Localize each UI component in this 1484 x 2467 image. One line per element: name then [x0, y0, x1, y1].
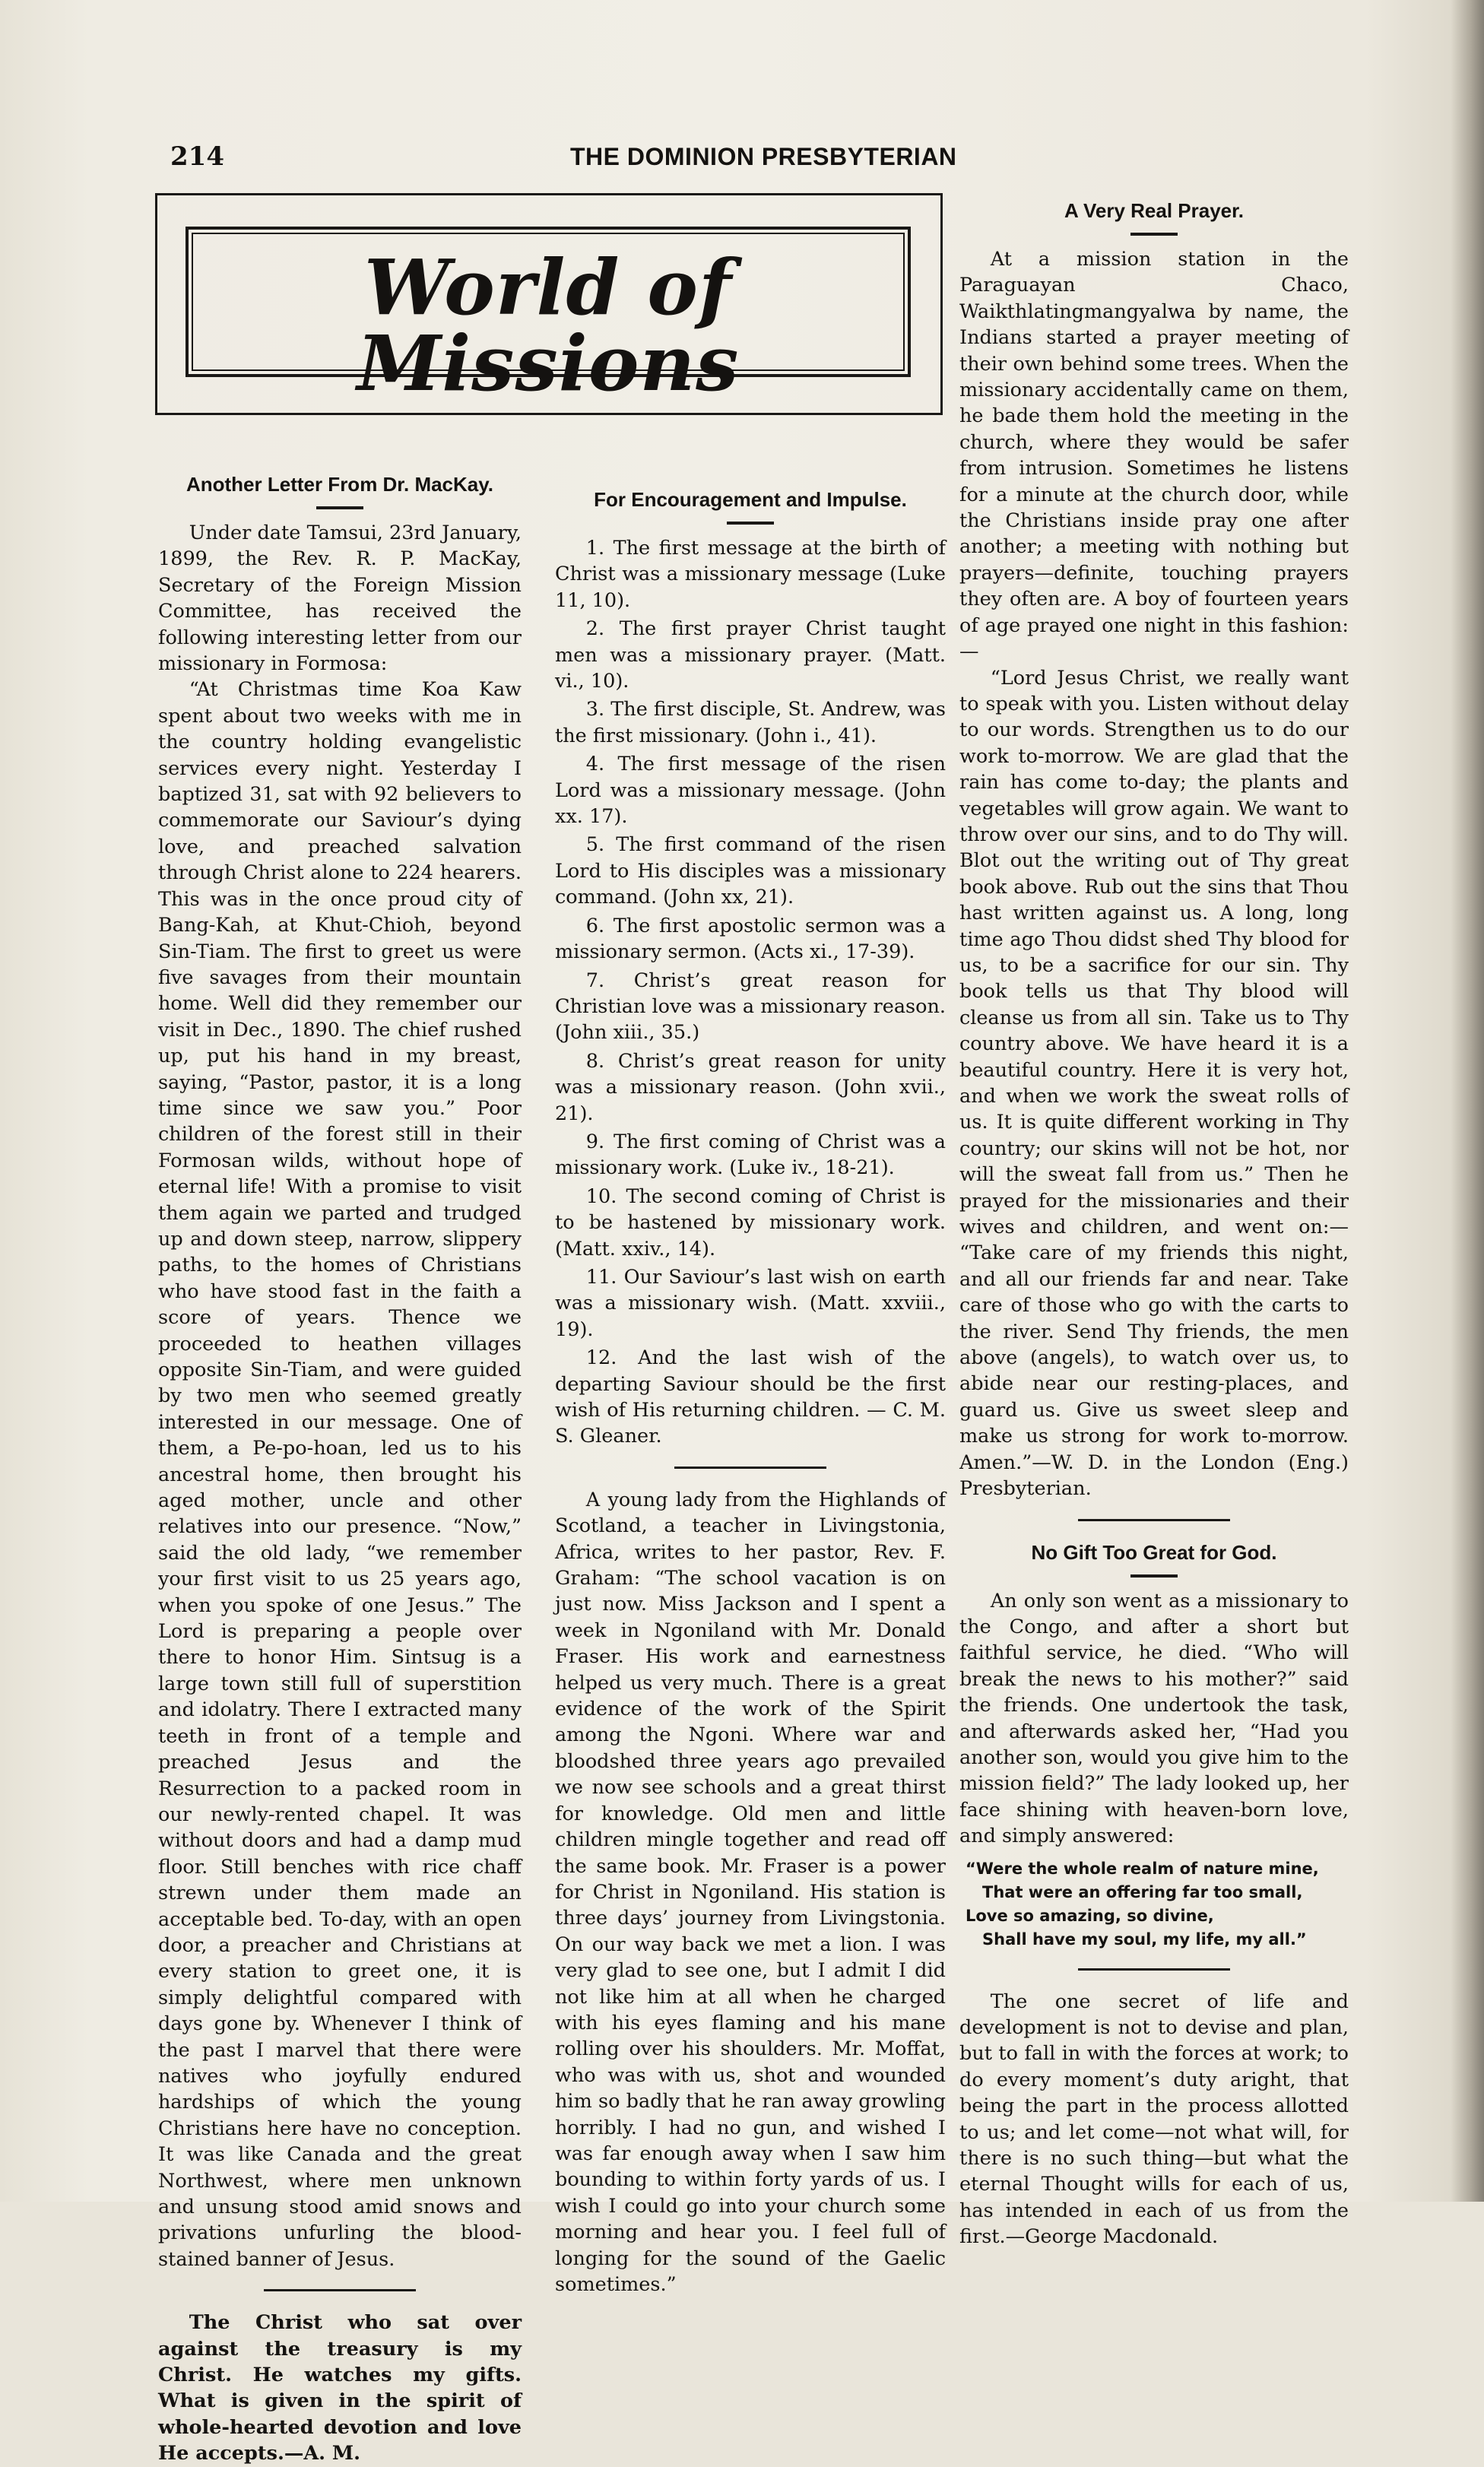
heading-rule: [316, 506, 363, 509]
column-1: [158, 471, 522, 2467]
verse-line: That were an offering far too small,: [982, 1882, 1303, 1901]
column-3: [959, 198, 1349, 2250]
verse-line: Love so amazing, so divine,: [966, 1906, 1214, 1925]
numbered-list: [555, 535, 946, 1450]
list-item: 8. Christ’s great reason for unity was a missionary reason. (John xvii., 21).: [555, 1049, 946, 1125]
heading-rule: [727, 522, 774, 525]
list-item: 1. The first message at the birth of Christ was a missionary message (Luke 11, 10).: [555, 537, 946, 612]
masthead-title: World of Missions: [357, 243, 740, 408]
paragraph-christ-treasury: The Christ who sat over against the treasury is my Christ. He watches my gifts. What is given in the spirit of whole-hearted devotion and love He accepts.—A. M.: [158, 2311, 522, 2465]
list-item: 3. The first disciple, St. Andrew, was the first missionary. (John i., 41).: [555, 698, 946, 747]
heading-mackay-letter: Another Letter From Dr. MacKay.: [186, 473, 494, 496]
section-divider: [674, 1467, 826, 1469]
section-divider: [1078, 1519, 1230, 1521]
publication-title: THE DOMINION PRESBYTERIAN: [570, 143, 957, 170]
section-divider: [264, 2289, 416, 2291]
list-item: 7. Christ’s great reason for Christian love was a missionary reason. (John xiii., 35.): [555, 969, 946, 1045]
hymn-verse: [959, 1857, 1349, 1952]
verse-line: “Were the whole realm of nature mine,: [966, 1859, 1319, 1878]
list-item: 6. The first apostolic sermon was a missionary sermon. (Acts xi., 17-39).: [555, 914, 946, 964]
section-divider: [1078, 1968, 1230, 1971]
paragraph: “Lord Jesus Christ, we really want to speak with you. Listen without delay to our words. Strengthen us to do our work to-morrow. We are glad that the rain has come to-day; the plants and vegetables will grow again. We want to throw over our sins, and to do Thy will. Blot out the writing out of Thy great book above. Rub out the sins that Thou hast written against us. A long, long time ago Thou didst shed Thy blood for us, to be a sacrifice for our sin. Thy book tells us that Thy blood will cleanse us from all sin. Take us to Thy country above. We have heard it is a beautiful country. Here it is very hot, and when we work the sweat rolls of us. It is quite different working in Thy country; our skins will not be hot, nor will the sweat fall from us.” Then he prayed for the missionaries and their wives and children, and went on:— “Take care of my friends this night, and all our friends far and near. Take care of those who go with the carts to the river. Send Thy friends, the men above (angels), to watch over us, to abide near our resting-places, and guard us. Give us sweet sleep and make us strong for work to-morrow. Amen.”—W. D. in the London (Eng.) Presbyterian.: [959, 666, 1349, 1501]
heading-encouragement: For Encouragement and Impulse.: [594, 488, 907, 511]
paragraph: “At Christmas time Koa Kaw spent about two weeks with me in the country holding evangelistic services every night. Yesterday I baptized 31, sat with 92 believers to commemorate our Saviour’s dying love, and preached salvation through Christ alone to 224 hearers. This was in the once proud city of Bang-Kah, at Khut-Chioh, beyond Sin-Tiam. The first to greet us were five savages from their mountain home. Well did they remember our visit in Dec., 1890. The chief rushed up, put his hand in my breast, saying, “Pastor, pastor, it is a long time since we saw you.” Poor children of the forest still in their Formosan wilds, without hope of eternal life! With a promise to visit them again we parted and trudged up and down steep, narrow, slippery paths, to the homes of Christians who have stood fast in the faith a score of years. Thence we proceeded to heathen villages opposite Sin-Tiam, and were guided by two men who seemed greatly interested in our message. One of them, a Pe-po-hoan, led us to his ancestral home, then brought his aged mother, uncle and other relatives into our presence. “Now,” said the old lady, “we remember your first visit to us 25 years ago, when you spoke of one Jesus.” The Lord is preparing a people over there to honor Him. Sintsug is a large town still full of superstition and idolatry. There I extracted many teeth in front of a temple and preached Jesus and the Resurrection to a packed room in our newly-rented chapel. It was without doors and had a damp mud floor. Still benches with rice chaff strewn under them made an acceptable bed. To-day, with an open door, a preacher and Christians at every station to greet one, it is simply delightful compared with days gone by. Whenever I think of the past I marvel that there were natives who joyfully endured hardships of which the young Christians here have no conception. It was like Canada and the great Northwest, where men unknown and unsung stood amid snows and privations unfurling the blood-stained banner of Jesus.: [158, 678, 522, 2271]
paragraph-macdonald: The one secret of life and development is not to devise and plan, but to fall in with the forces at work; to do every moment’s duty aright, that being the part in the process allotted to us; and let come—not what will, for there is no such thing—but what the eternal Thought wills for each of us, has intended in each of us from the first.—George Macdonald.: [959, 1990, 1349, 2249]
list-item: 10. The second coming of Christ is to be hastened by missionary work. (Matt. xxiv., 14).: [555, 1184, 946, 1260]
page-edge-shadow: [1451, 0, 1484, 2202]
list-item: 4. The first message of the risen Lord was a missionary message. (John xx. 17).: [555, 753, 946, 829]
list-item: 11. Our Saviour’s last wish on earth was a missionary wish. (Matt. xxviii., 19).: [555, 1265, 946, 1341]
list-item: 2. The first prayer Christ taught men was a missionary prayer. (Matt. vi., 10).: [555, 617, 946, 693]
verse-line: Shall have my soul, my life, my all.”: [982, 1930, 1307, 1949]
heading-real-prayer: A Very Real Prayer.: [1064, 199, 1245, 222]
page-number: 214: [170, 141, 224, 172]
list-item: 5. The first command of the risen Lord to His disciples was a missionary command. (John xx, 21).: [555, 833, 946, 909]
list-item: 9. The first coming of Christ was a missionary work. (Luke iv., 18-21).: [555, 1130, 946, 1180]
heading-rule: [1130, 1574, 1178, 1578]
heading-no-gift: No Gift Too Great for God.: [1031, 1540, 1277, 1564]
list-item: 12. And the last wish of the departing Saviour should be the first wish of His returning children. — C. M. S. Gleaner.: [555, 1346, 946, 1448]
paragraph: An only son went as a missionary to the Congo, and after a short but faithful service, he died. “Who will break the news to his mother?” said the friends. One undertook the task, and afterwards asked her, “Had you another son, would you give him to the mission field?” The lady looked up, her face shining with heaven-born love, and simply answered:: [959, 1589, 1349, 1848]
paragraph-livingstonia: A young lady from the Highlands of Scotland, a teacher in Livingstonia, Africa, writes to her pastor, Rev. F. Graham: “The school vacation is on just now. Miss Jackson and I spent a week in Ngoniland with Mr. Donald Fraser. His work and earnestness helped us very much. There is a great evidence of the work of the Spirit among the Ngoni. Where war and bloodshed three years ago prevailed we now see schools and a great thirst for knowledge. Old men and little children mingle together and read off the same book. Mr. Fraser is a power for Christ in Ngoniland. His station is three days’ journey from Livingstonia. On our way back we met a lion. I was very glad to see one, but I admit I did not like him at all when he charged with his eyes flaming and his mane rolling over his shoulders. Mr. Moffat, who was with us, shot and wounded him so badly that he ran away growling horribly. I had no gun, and wished I was far enough away when I saw him bounding to within forty yards of us. I wish I could go into your church some morning and hear you. I feel full of longing for the sound of the Gaelic sometimes.”: [555, 1488, 946, 2296]
column-2: [555, 487, 946, 2297]
paragraph: At a mission station in the Paraguayan Chaco, Waikthlatingmangyalwa by name, the Indians started a prayer meeting of their own behind some trees. When the missionary accidentally came on them, he bade them hold the meeting in the church, where they would be safer from intrusion. Sometimes he listens for a minute at the church door, while the Christians inside pray one after another; a meeting with nothing but prayers—definite, touching prayers they often are. A boy of fourteen years of age prayed one night in this fashion:—: [959, 248, 1349, 664]
heading-rule: [1130, 233, 1178, 236]
paragraph: Under date Tamsui, 23rd January, 1899, the Rev. R. P. MacKay, Secretary of the Foreign Mission Committee, has received the following interesting letter from our missionary in Formosa:: [158, 522, 522, 676]
